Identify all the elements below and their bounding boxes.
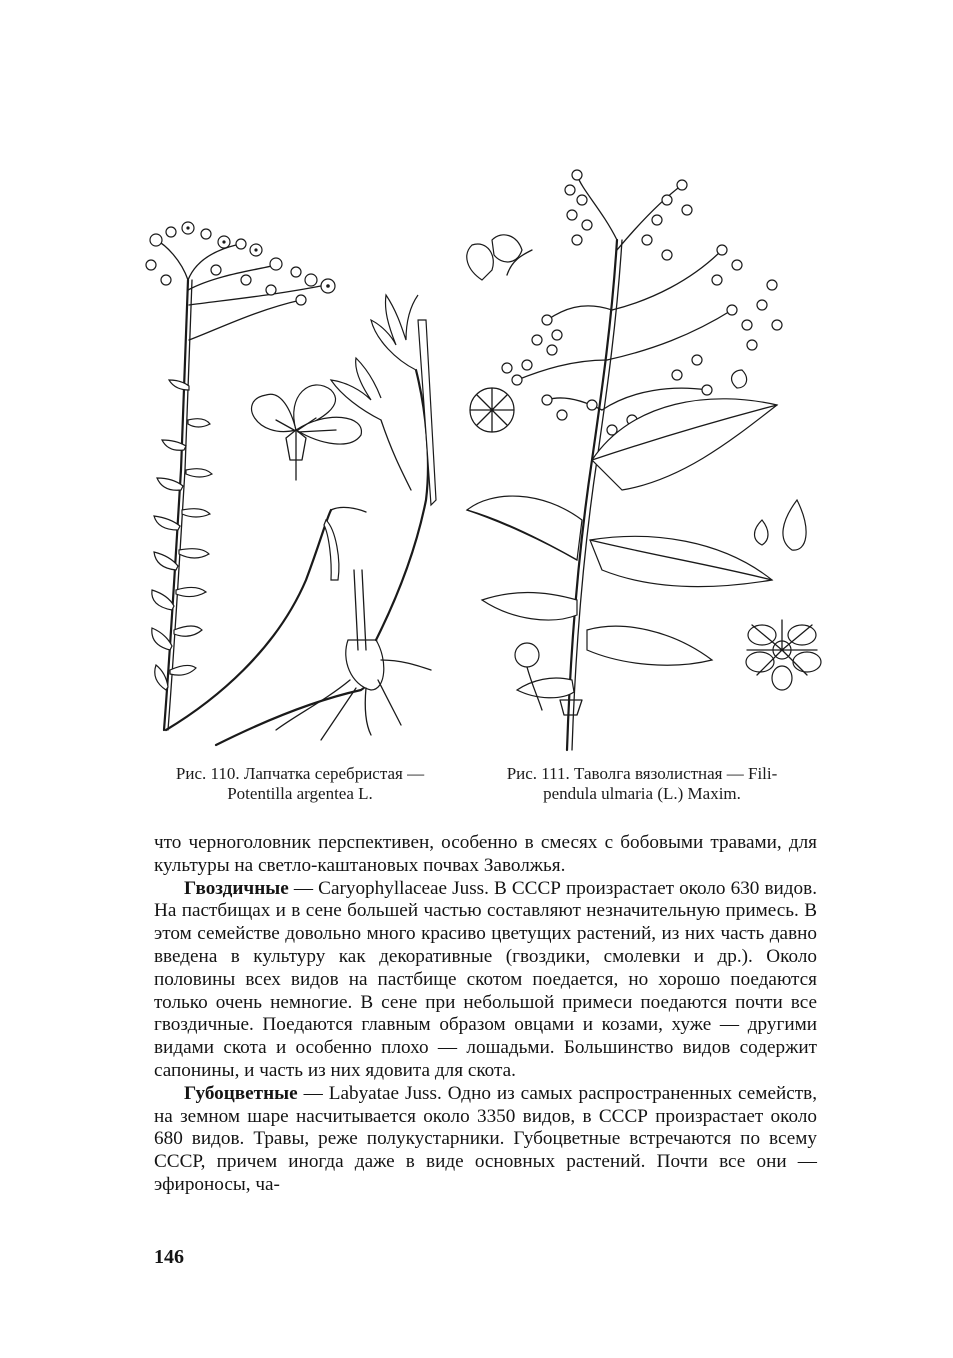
paragraph-continuation — [154, 832, 817, 878]
figure-111-caption — [462, 764, 822, 804]
figure-111-illustration — [452, 160, 837, 760]
body-text — [154, 832, 817, 1197]
figure-110-caption-line2: Potentilla argentea L. — [227, 784, 373, 803]
paragraph-2-text: — Caryophyllaceae Juss. В СССР произрастает около 630 видов. На пастбищах и в сене большей частью составляют незначительную примесь. В этом семействе довольно много красиво цветущих растений, из них часть давно введена в культуру как декоративные (гвоздики, смолевки и др.). Около половины всех видов на пастбище скотом поедается, но хорошо поедаются только очень немногие. В сене при небольшой примеси поедаются почти все гвоздичные. Поедаются главным образом овцами и козами, хуже — другими видами скота и особенно плохо — лошадьми. Большинство видов содержит сапонины, и часть из них ядовита для скота. — [154, 877, 817, 1081]
paragraph-2-lead: Гвоздичные — [184, 877, 289, 899]
paragraph-1-text: что черноголовник перспективен, особенно в смесях с бобовыми травами, для культуры на светло-каштановых почвах Заволжья. — [154, 832, 817, 876]
paragraph-3-lead: Губоцветные — [184, 1082, 298, 1104]
paragraph-caryophyllaceae — [154, 878, 817, 1083]
figure-110-caption-line1: Рис. 110. Лапчатка серебристая — — [175, 764, 425, 783]
figure-111-caption-line2: pendula ulmaria (L.) Maxim. — [543, 784, 741, 803]
figure-110-caption — [140, 764, 460, 804]
figure-111-caption-line1: Рис. 111. Таволга вязолистная — Fili- — [506, 764, 778, 783]
paragraph-labiatae — [154, 1083, 817, 1197]
figure-110-illustration — [126, 220, 456, 750]
paragraph-3-text: — Labyatae Juss. Одно из самых распространенных семейств, на земном шаре насчитывается около 3350 видов, в СССР произрастает около 680 видов. Травы, реже полукустарники. Губоцветные встречаются по всему СССР, причем иногда даже в виде основных растений. Почти все они — эфироносы, ча- — [154, 1082, 817, 1195]
page-number: 146 — [154, 1246, 184, 1268]
